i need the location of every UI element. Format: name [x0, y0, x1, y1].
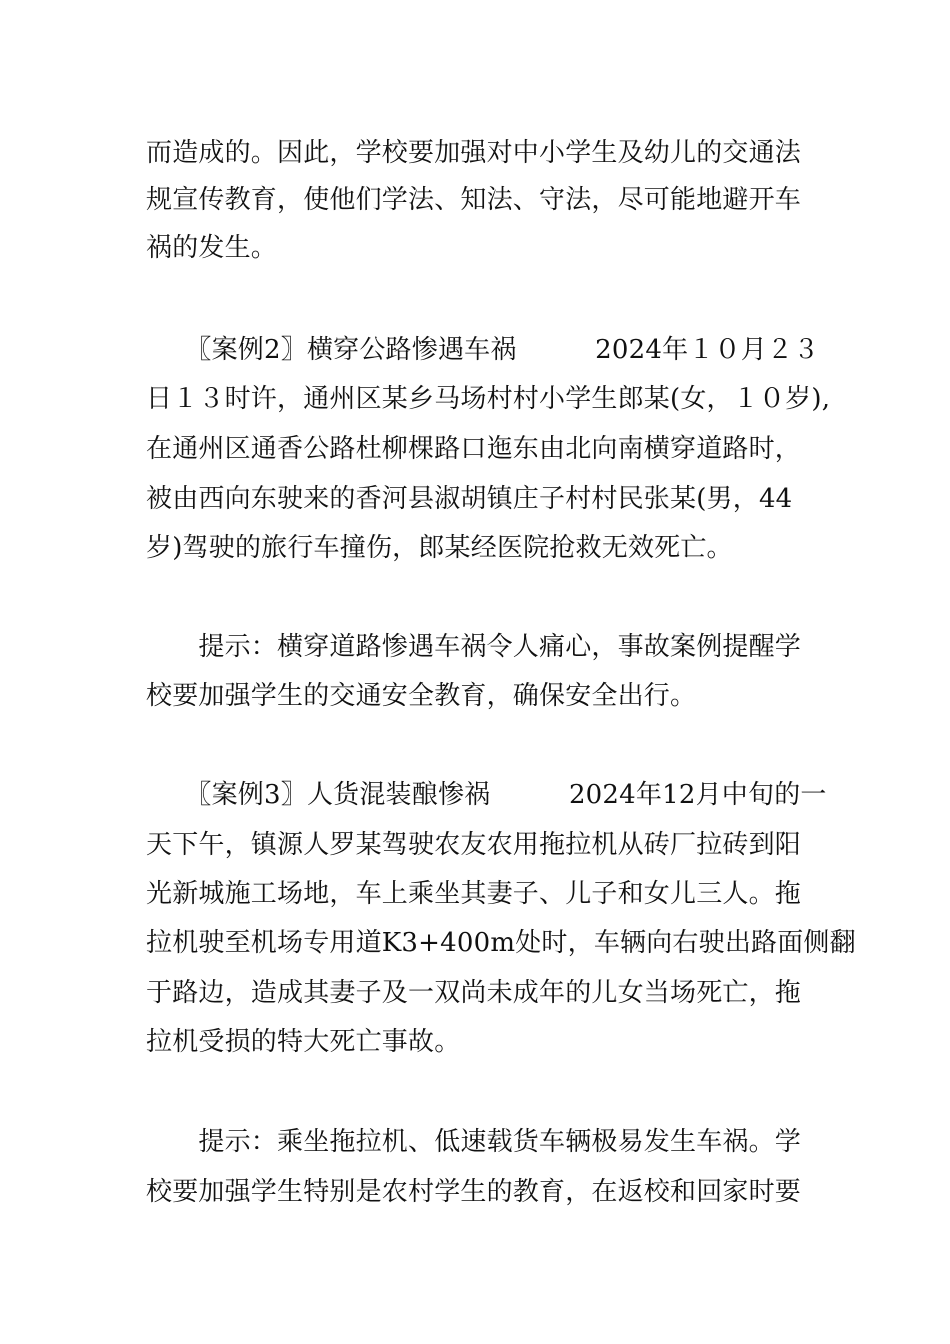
- text-line: 于路边，造成其妻子及一双尚未成年的儿女当场死亡，拖: [146, 978, 802, 1008]
- text-line: 光新城施工场地，车上乘坐其妻子、儿子和女儿三人。拖: [146, 879, 802, 909]
- text-line: 祸的发生。: [146, 233, 278, 263]
- text-line: 规宣传教育，使他们学法、知法、守法，尽可能地避开车: [146, 185, 802, 215]
- text-line: 在通州区通香公路杜柳棵路口迤东由北向南横穿道路时，: [146, 434, 802, 464]
- text-line: 〖案例2〗横穿公路惨遇车祸 2024年１０月２３: [146, 335, 820, 365]
- text-line: 被由西向东驶来的香河县淑胡镇庄子村村民张某(男，44: [146, 484, 793, 514]
- text-line: 而造成的。因此，学校要加强对中小学生及幼儿的交通法: [146, 138, 802, 168]
- text-line: 天下午，镇源人罗某驾驶农友农用拖拉机从砖厂拉砖到阳: [146, 830, 802, 860]
- text-line: 〖案例3〗人货混装酿惨祸 2024年12月中旬的一: [146, 780, 827, 810]
- text-line: 提示：乘坐拖拉机、低速载货车辆极易发生车祸。学: [146, 1127, 802, 1157]
- text-line: 校要加强学生的交通安全教育，确保安全出行。: [146, 681, 697, 711]
- text-line: 提示：横穿道路惨遇车祸令人痛心，事故案例提醒学: [146, 632, 802, 662]
- text-line: 岁)驾驶的旅行车撞伤，郎某经医院抢救无效死亡。: [146, 533, 733, 563]
- text-line: 校要加强学生特别是农村学生的教育，在返校和回家时要: [146, 1177, 802, 1207]
- text-line: 拉机受损的特大死亡事故。: [146, 1027, 461, 1057]
- text-line: 拉机驶至机场专用道K3+400m处时，车辆向右驶出路面侧翻: [146, 928, 856, 958]
- text-line: 日１３时许，通州区某乡马场村村小学生郎某(女，１０岁),: [146, 384, 831, 414]
